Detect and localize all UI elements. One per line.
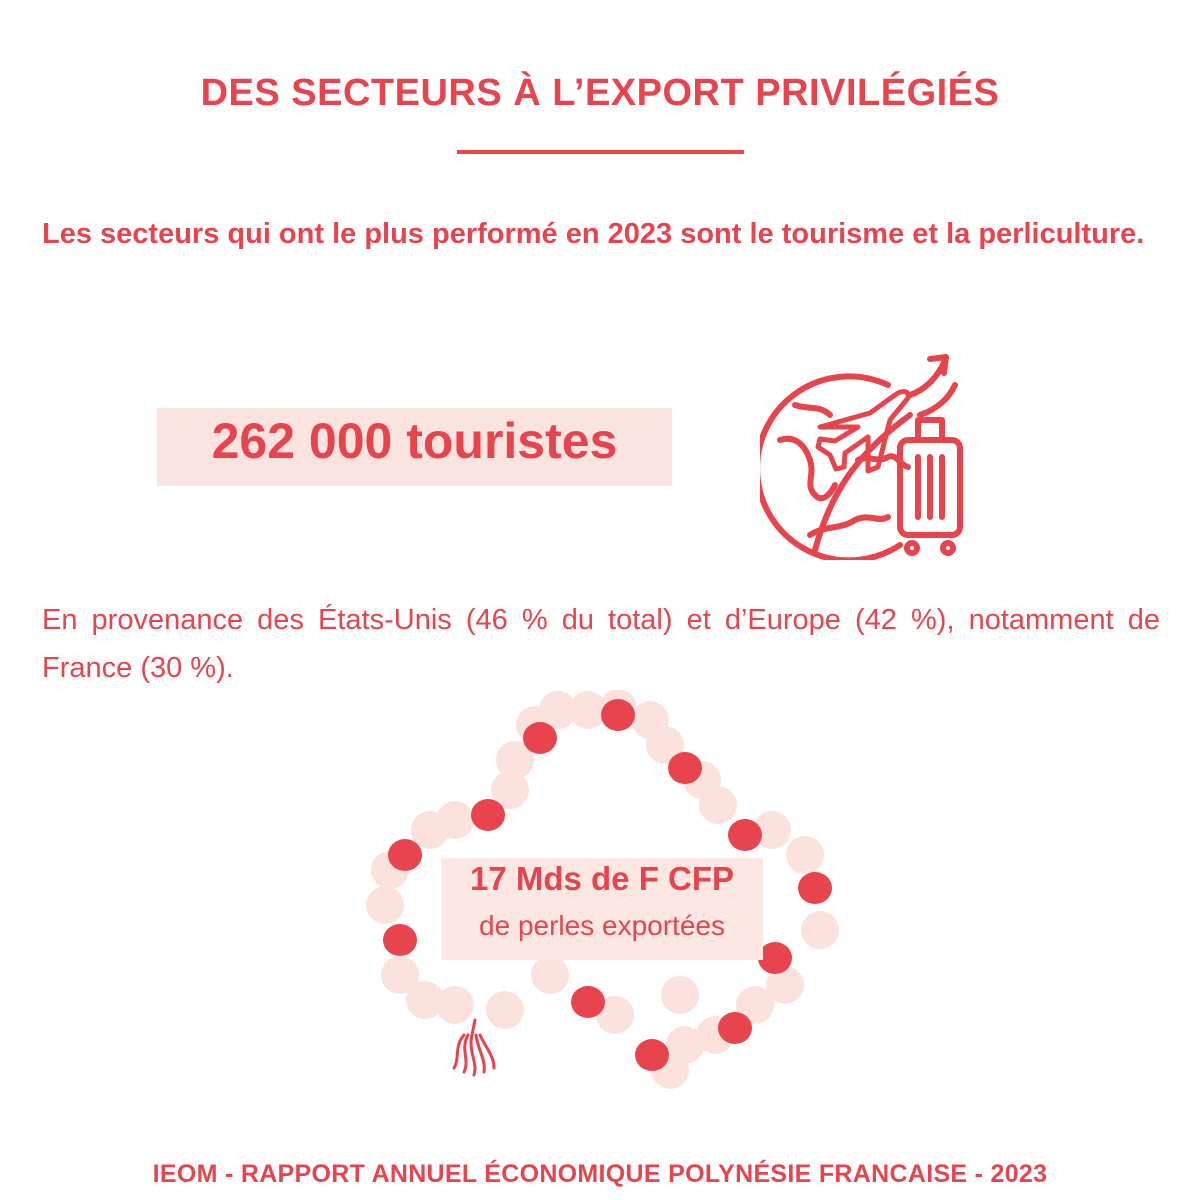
- title-divider: [457, 150, 744, 154]
- page-title: DES SECTEURS À L’EXPORT PRIVILÉGIÉS: [200, 72, 1000, 114]
- intro-text: Les secteurs qui ont le plus performé en 2023 sont le tourisme et la perliculture.: [42, 218, 1145, 250]
- globe-plane-suitcase-icon: [760, 345, 980, 560]
- pearl-export-value: 17 Mds de F CFP: [469, 860, 735, 897]
- footer-source: IEOM - RAPPORT ANNUEL ÉCONOMIQUE POLYNÉSIE FRANCAISE - 2023: [152, 1160, 1048, 1188]
- pearl-export-label: de perles exportées: [479, 910, 725, 941]
- tourism-origin-text: En provenance des États-Unis (46 % du total) et d’Europe (42 %), notamment de France (30 %).: [42, 604, 1160, 684]
- tourists-count: 262 000 touristes: [211, 413, 618, 469]
